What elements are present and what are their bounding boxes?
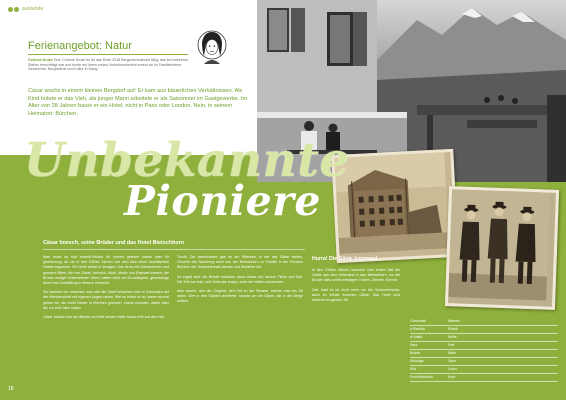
glossary-row (410, 366, 558, 374)
column-3-heading: Hurra! Die Gäste kommen! (312, 256, 378, 262)
body-column-2 (177, 255, 303, 393)
body-paragraph: In den 1950er Jahren, kommen zum ersten Mal die Gäste aus dem Unterland in das Bietschhorn, wo die Brüder alles selbst erledigen: Küche, Zimmer, Service. (312, 268, 400, 283)
glossary-row (410, 358, 558, 366)
lead-paragraph: Cäsar wuchs in einem kleinen Bergdorf auf: Er kam aus bäuerlichen Verhältnissen. Als Kind hütete er das Vieh, als junger Mann arbeitete er als Saisonnier im Gastgewerbe. Im Alter von 28 Jahren baute er ein Hotel, nicht in Paris oder London. Nein, in seinem Heimatort: Bürchen. (28, 88, 248, 117)
glossary-term: Harz (410, 343, 418, 347)
author-name: Corinne Kruse (28, 58, 53, 62)
section-tag-label: ausleiste (22, 6, 44, 12)
glossary-row (410, 350, 558, 358)
dialect-glossary (410, 318, 558, 382)
glossary-term: di Maltä (410, 335, 423, 339)
headline-line-2: Pioniere (124, 177, 321, 225)
body-paragraph: Sie kannten nur manches, was sich die Stadt besuchen oder in Schweden auf der Wanderschaft mit eigenen Augen sahen. Wie es früher so ist, waren einmal gehen wir, die zwölf Kinder in Bürchen geboren; zuerst mussten, daher aber die nur eine Idee haben. (43, 290, 169, 310)
glossary-definition: Wasser (448, 319, 460, 323)
glossary-definition: Zaun (448, 359, 456, 363)
section-tag (8, 6, 44, 12)
body-paragraph: Man muss da fünf Imesch-Brüder für vorerst gelesen haben oder für gewöhnung, da sie in den 1950er Jahren von dem Bau eines touristischen Hotels begonnen. Ein Hotel selbst in wenigen. Das ist es mit Schlafzimmer und grossen Sälen, die von Cäsar, Heinrich, Adolf, Moritz und Raphael Imesch, die Brüder mutiger Unternehmer: Denn, hatten nicht viel Grundkapital, geschweige denn eine Ausbildung in diesem Gewerbe. (43, 255, 169, 286)
glossary-term: d Riebüla (410, 327, 425, 331)
page-number: 18 (8, 386, 14, 392)
glossary-term: Fruchtfärbschu (410, 375, 434, 379)
subtitle-divider (28, 54, 188, 55)
article-subtitle: Ferienangebot: Natur (28, 40, 132, 52)
sepia-hotel-photo (331, 149, 458, 263)
kicker-divider (43, 249, 305, 250)
glossary-definition: Korb (448, 375, 456, 379)
glossary-definition: Fett (448, 343, 455, 347)
glossary-row (410, 374, 558, 382)
glossary-row (410, 342, 558, 350)
author-bio (28, 58, 188, 72)
body-paragraph: Zeit, bald es ist nicht mehr nur die Sommerfrische, auch im Winter kommen Gäste. Das Hotel wird bekannt im ganzen Tal. (312, 287, 400, 303)
glossary-row (410, 318, 558, 326)
author-bio-text: Text: Corinne Kruse ist für das Ende 2018 Bergturismushotel tätig, das bei mehreren Stellen beschäftigt war und heute mit ihrem ersten Verhaltensbericht erneut an ihr Familienleben Geschichte, Bergheimat und Kultur in Gang. (28, 58, 188, 72)
glossary-term: Süd (410, 367, 417, 371)
glossary-term: Mährliga (410, 359, 424, 363)
glossary-definition: Milch (448, 351, 457, 355)
glossary-definition: Rüebli (448, 327, 458, 331)
glossary-definition: Wolle (448, 335, 457, 339)
glossary-row (410, 326, 558, 334)
section-dots-icon (8, 7, 19, 12)
body-column-3 (312, 268, 400, 388)
body-paragraph: Cäsar Imesch war der Älteste und half seinem Vater schon früh auf dem Hof. (43, 315, 166, 320)
body-paragraph: Tourik: Die beschlossen gab es am Strassen, in der alle Gäste sollten. Ohnehin die Neuerung auch von der Bietschhorn zu Familie in der Pension Bürchen der Gastwirtschaft damals und ähnlicher Art. (177, 255, 303, 270)
kicker: Cäsar Imesch, seine Brüder und das Hotel Bietschhorn (43, 240, 185, 246)
brothers-photo (445, 186, 559, 310)
glossary-row (410, 334, 558, 342)
glossary-definition: Leder (448, 367, 457, 371)
body-column-1 (43, 255, 169, 393)
headline-line-1: Unbekannte (24, 133, 350, 188)
author-portrait-icon (196, 28, 228, 66)
body-paragraph: Man kannte, aus der Gegend, den Hof an der Strasse, welche man ins Tal nahm. Wer in den Städten arbeitete, wusste um die Gäste, die in die Berge wollten. (177, 289, 303, 304)
glossary-term: Gumrünzli (410, 319, 426, 323)
body-paragraph: So ergab sich: die Brüder brachten kaum etwas mit, ausser Fleiss und Mut. Die Zeit war hart, und Geld war knapp, doch sie hielten zusammen. (177, 274, 303, 284)
glossary-term: Brächt (410, 351, 421, 355)
upper-left-panel (0, 0, 257, 155)
